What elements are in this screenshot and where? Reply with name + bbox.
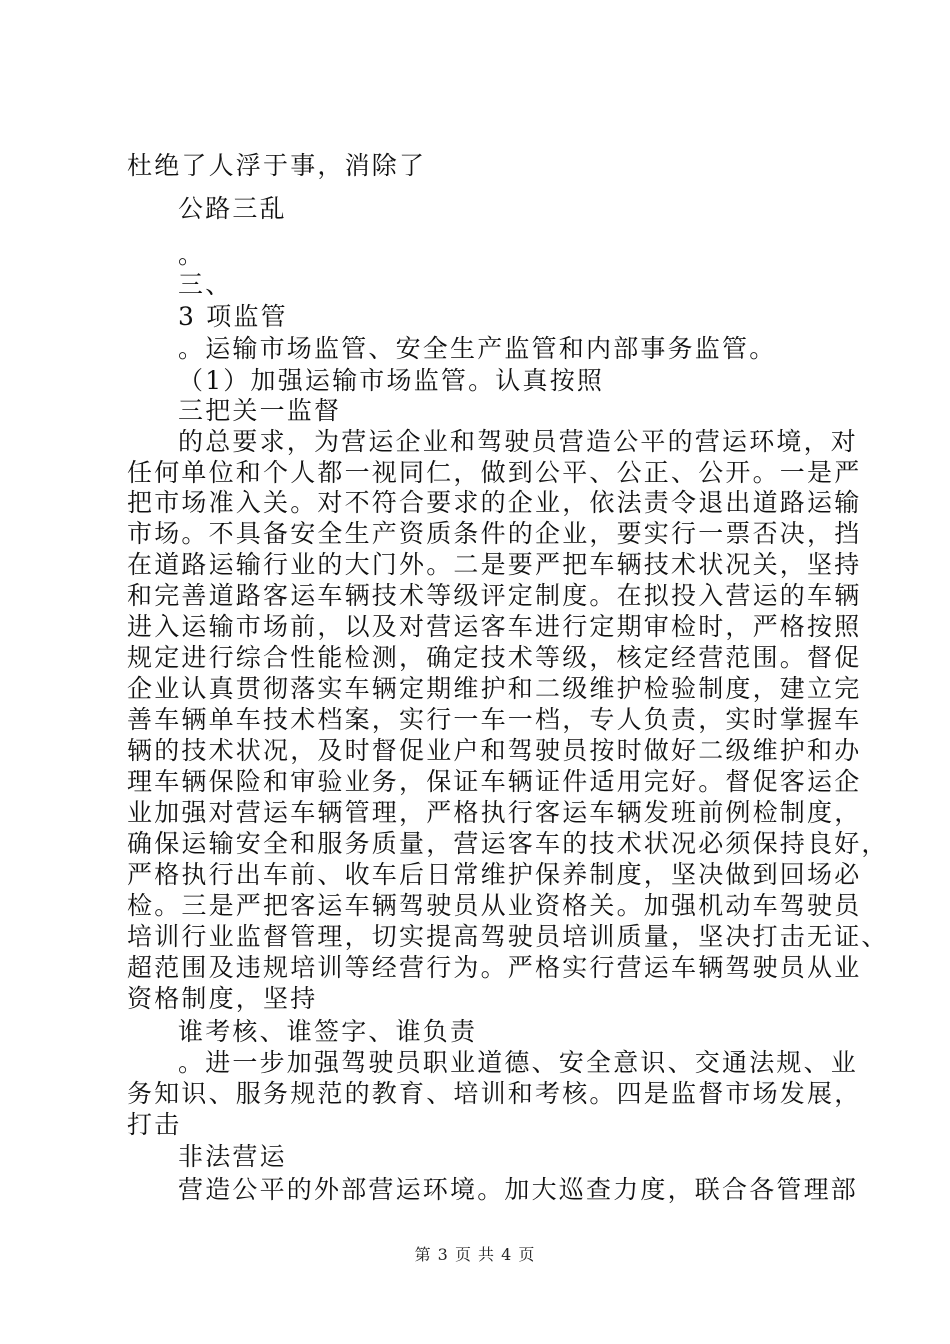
page-number-footer: 第 3 页 共 4 页 [414, 1245, 536, 1264]
text-line: 资格制度，坚持 [127, 984, 318, 1013]
text-line: 在道路运输行业的大门外。二是要严把车辆技术状况关，坚持 [127, 550, 862, 579]
text-line: 和完善道路客运车辆技术等级评定制度。在拟投入营运的车辆 [127, 581, 862, 610]
text-line: 务知识、服务规范的教育、培训和考核。四是监督市场发展， [127, 1079, 862, 1108]
text-line: 严格执行出车前、收车后日常维护保养制度，坚决做到回场必 [127, 860, 862, 889]
text-line: 打击 [127, 1110, 182, 1139]
text-line: 辆的技术状况，及时督促业户和驾驶员按时做好二级维护和办 [127, 736, 862, 765]
text-line: 进入运输市场前，以及对营运客车进行定期审检时，严格按照 [127, 612, 862, 641]
text-line: 理车辆保险和审验业务，保证车辆证件适用完好。督促客运企 [127, 767, 862, 796]
text-line: 三把关一监督 [178, 396, 342, 425]
text-line: 市场。不具备安全生产资质条件的企业，要实行一票否决，挡 [127, 519, 862, 548]
text-line: 确保运输安全和服务质量，营运客车的技术状况必须保持良好， [127, 829, 889, 858]
text-line: 规定进行综合性能检测，确定技术等级，核定经营范围。督促 [127, 643, 862, 672]
text-line: 业加强对营运车辆管理，严格执行客运车辆发班前例检制度， [127, 798, 862, 827]
text-line: 的总要求，为营运企业和驾驶员营造公平的营运环境，对 [178, 427, 859, 456]
text-line: 把市场准入关。对不符合要求的企业，依法责令退出道路运输 [127, 488, 862, 517]
text-line: 谁考核、谁签字、谁负责 [178, 1017, 478, 1046]
text-line: 善车辆单车技术档案，实行一车一档，专人负责，实时掌握车 [127, 705, 862, 734]
text-line: 三、 [178, 270, 233, 299]
text-line: 检。三是严把客运车辆驾驶员从业资格关。加强机动车驾驶员 [127, 891, 862, 920]
text-line: 营造公平的外部营运环境。加大巡查力度，联合各管理部 [178, 1175, 859, 1204]
text-line: 超范围及违规培训等经营行为。严格实行营运车辆驾驶员从业 [127, 953, 862, 982]
text-line: 3 项监管 [178, 302, 288, 331]
text-line: （1）加强运输市场监管。认真按照 [178, 366, 605, 395]
text-line: 。 [178, 240, 206, 269]
text-line: 培训行业监督管理，切实提高驾驶员培训质量，坚决打击无证、 [127, 922, 889, 951]
text-line: 任何单位和个人都一视同仁，做到公平、公正、公开。一是严 [127, 458, 862, 487]
text-line: 。进一步加强驾驶员职业道德、安全意识、交通法规、业 [178, 1048, 859, 1077]
text-line: 非法营运 [178, 1142, 287, 1171]
text-line: 公路三乱 [178, 194, 287, 223]
text-line: 杜绝了人浮于事，消除了 [127, 151, 427, 180]
text-line: 。运输市场监管、安全生产监管和内部事务监管。 [178, 334, 777, 363]
text-line: 企业认真贯彻落实车辆定期维护和二级维护检验制度，建立完 [127, 674, 862, 703]
